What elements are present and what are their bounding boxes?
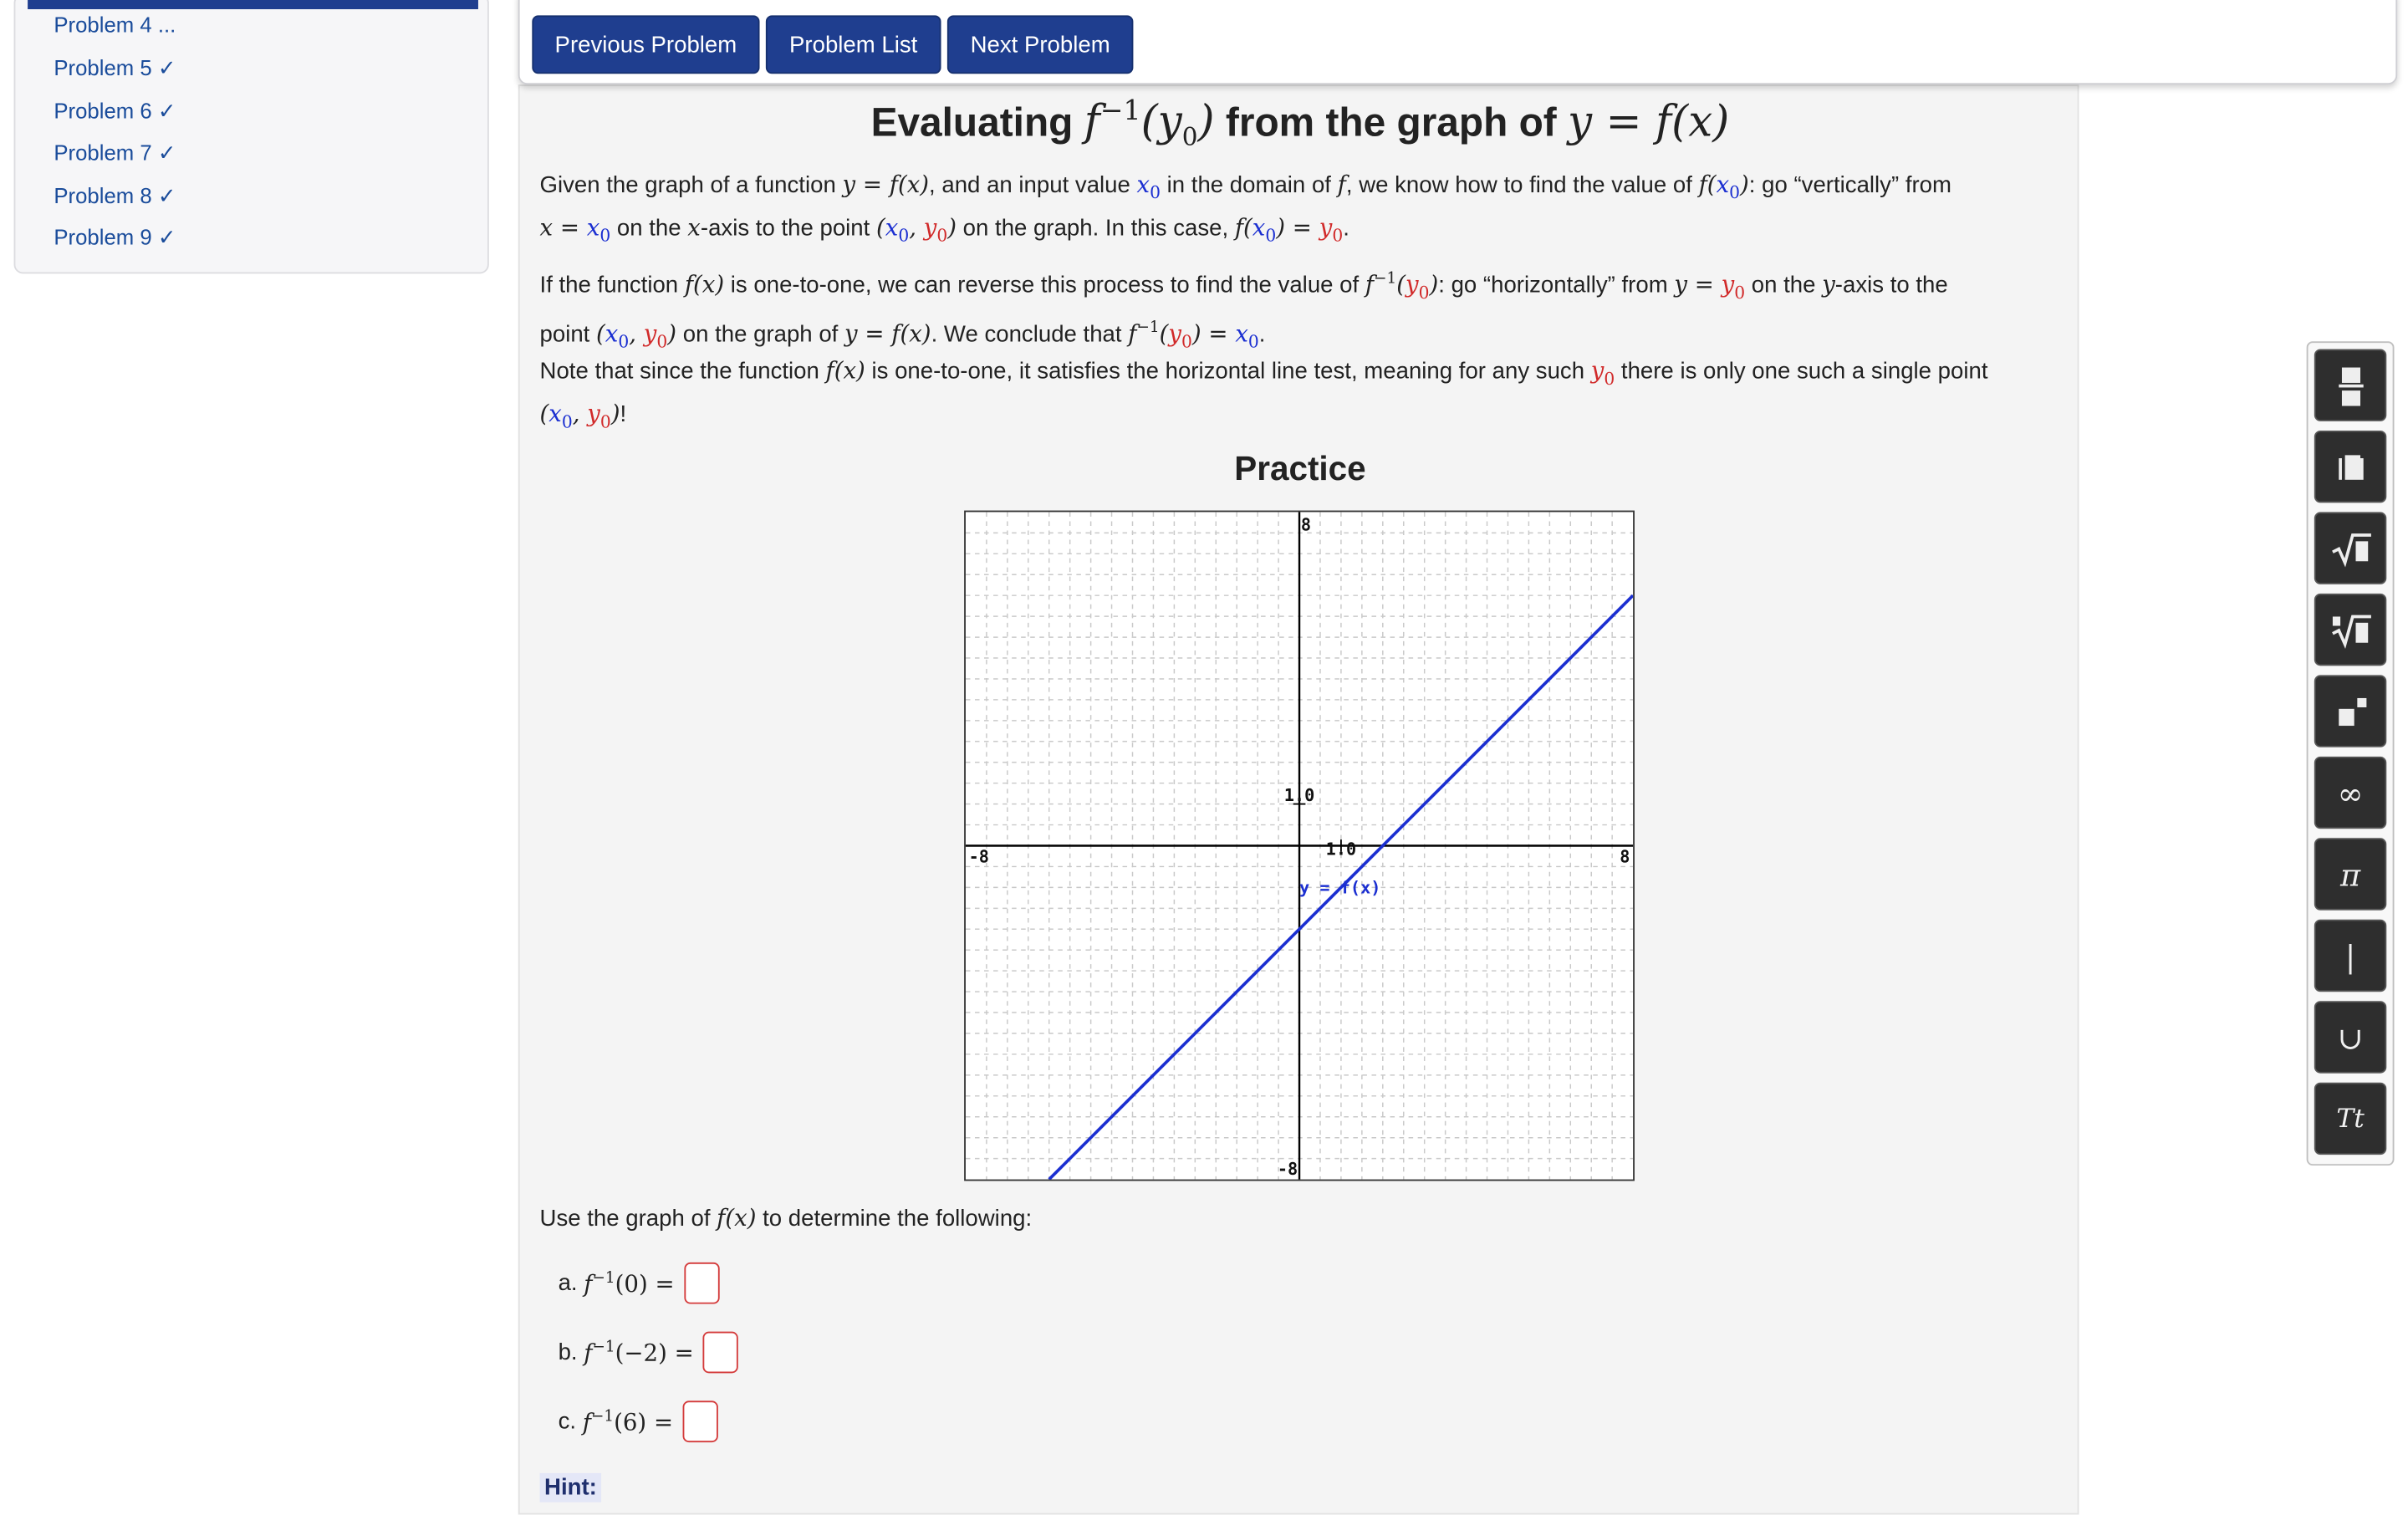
nth-root-button[interactable] (2314, 594, 2386, 666)
sidebar-item-problem-7[interactable]: Problem 7 ✓ (54, 140, 176, 165)
practice-heading: Practice (1234, 449, 1366, 487)
title-math-inverse: $f^{-1}(y_0)$ (1084, 95, 1215, 152)
page-title: Evaluating $f^{-1}(y_0)$ from the graph of y = f(x) (870, 95, 1730, 152)
infinity-icon: ∞ (2337, 773, 2364, 812)
vertical-bar-button[interactable] (2314, 920, 2386, 992)
answer-input-a[interactable] (684, 1262, 719, 1304)
pi-button[interactable] (2314, 838, 2386, 910)
paragraph-vertical: Given the graph of a function y = f(x), and an input value $x_0$ in the domain of f, we know how to find the value of $f(x_0)$: go “vertically” from $x = x_0$ on the x-axis to the point ($x_0$, $y_0$) on the graph. In this case, $f(x_0) = y_0$. (539, 171, 1952, 247)
questions-intro: Use the graph of f(x) to determine the following: (539, 1204, 1033, 1232)
square-root-button[interactable] (2314, 512, 2386, 584)
paragraph-horizontal-line-test: Note that since the function f(x) is one-to-one, it satisfies the horizontal line test, meaning for any such $y_0$ there is only one such a single point ($x_0$, $y_0$)! (539, 356, 1988, 432)
hint-toggle[interactable]: Hint: (540, 1473, 602, 1502)
union-icon: ∪ (2337, 1018, 2364, 1056)
problem-content (518, 84, 2079, 1514)
y-tick-label-one: 1.0 (1283, 784, 1315, 805)
next-problem-button[interactable]: Next Problem (947, 15, 1134, 74)
y-tick-label-min: -8 (1277, 1159, 1298, 1180)
vertical-bar-icon: | (2344, 936, 2356, 975)
sidebar-item-problem-4[interactable]: Problem 4 ... (54, 12, 176, 38)
answer-input-b[interactable] (703, 1332, 738, 1374)
paragraph-horizontal: If the function f(x) is one-to-one, we can reverse this process to find the value of $f^{-1}(y_0)$: go “horizontally” from $y = y_0$ on the y-axis to the point ($x_0$, $y_0$) on the graph of y = f(x). We conclude that $f^{-1}(y_0) = x_0$. (539, 270, 1948, 353)
fraction-button[interactable] (2314, 349, 2386, 421)
series-label-0: y = f(x) (1299, 877, 1381, 898)
infinity-button[interactable] (2314, 757, 2386, 829)
problem-list-button[interactable]: Problem List (766, 15, 941, 74)
x-tick-label-max: 8 (1620, 846, 1630, 867)
fraction-icon (2316, 350, 2385, 420)
text-mode-button[interactable] (2314, 1083, 2386, 1155)
graph-canvas (966, 512, 1633, 1179)
nth-root-icon (2316, 595, 2385, 665)
text-mode-icon: Tt (2336, 1103, 2365, 1135)
question-a: a. $f^{-1}(0)$ = (559, 1262, 720, 1304)
mixed-fraction-icon (2316, 432, 2385, 502)
title-math-function: y = f(x) (1568, 95, 1730, 147)
question-b: b. $f^{-1}(-2)$ = (559, 1332, 739, 1374)
sidebar-item-problem-6[interactable]: Problem 6 ✓ (54, 98, 176, 124)
previous-problem-button[interactable]: Previous Problem (532, 15, 759, 74)
y-tick-label-max: 8 (1300, 514, 1312, 535)
sidebar-item-problem-9[interactable]: Problem 9 ✓ (54, 224, 176, 249)
math-input-toolbar (2307, 341, 2395, 1166)
problem-sidebar (14, 0, 489, 273)
x-tick-label-one: 1.0 (1325, 839, 1357, 860)
pi-icon: π (2339, 855, 2361, 893)
function-graph (964, 511, 1635, 1181)
sidebar-item-problem-8[interactable]: Problem 8 ✓ (54, 182, 176, 208)
answer-input-c[interactable] (682, 1400, 717, 1442)
exponent-icon (2316, 676, 2385, 746)
mixed-fraction-button[interactable] (2314, 431, 2386, 502)
x-tick-label-min: -8 (968, 846, 989, 867)
square-root-icon (2316, 513, 2385, 583)
sidebar-item-problem-5[interactable]: Problem 5 ✓ (54, 55, 176, 80)
union-button[interactable] (2314, 1001, 2386, 1073)
problem-navigation (518, 0, 2397, 84)
exponent-button[interactable] (2314, 675, 2386, 747)
question-c: c. $f^{-1}(6)$ = (559, 1400, 718, 1442)
sidebar-active-bar (28, 0, 478, 9)
